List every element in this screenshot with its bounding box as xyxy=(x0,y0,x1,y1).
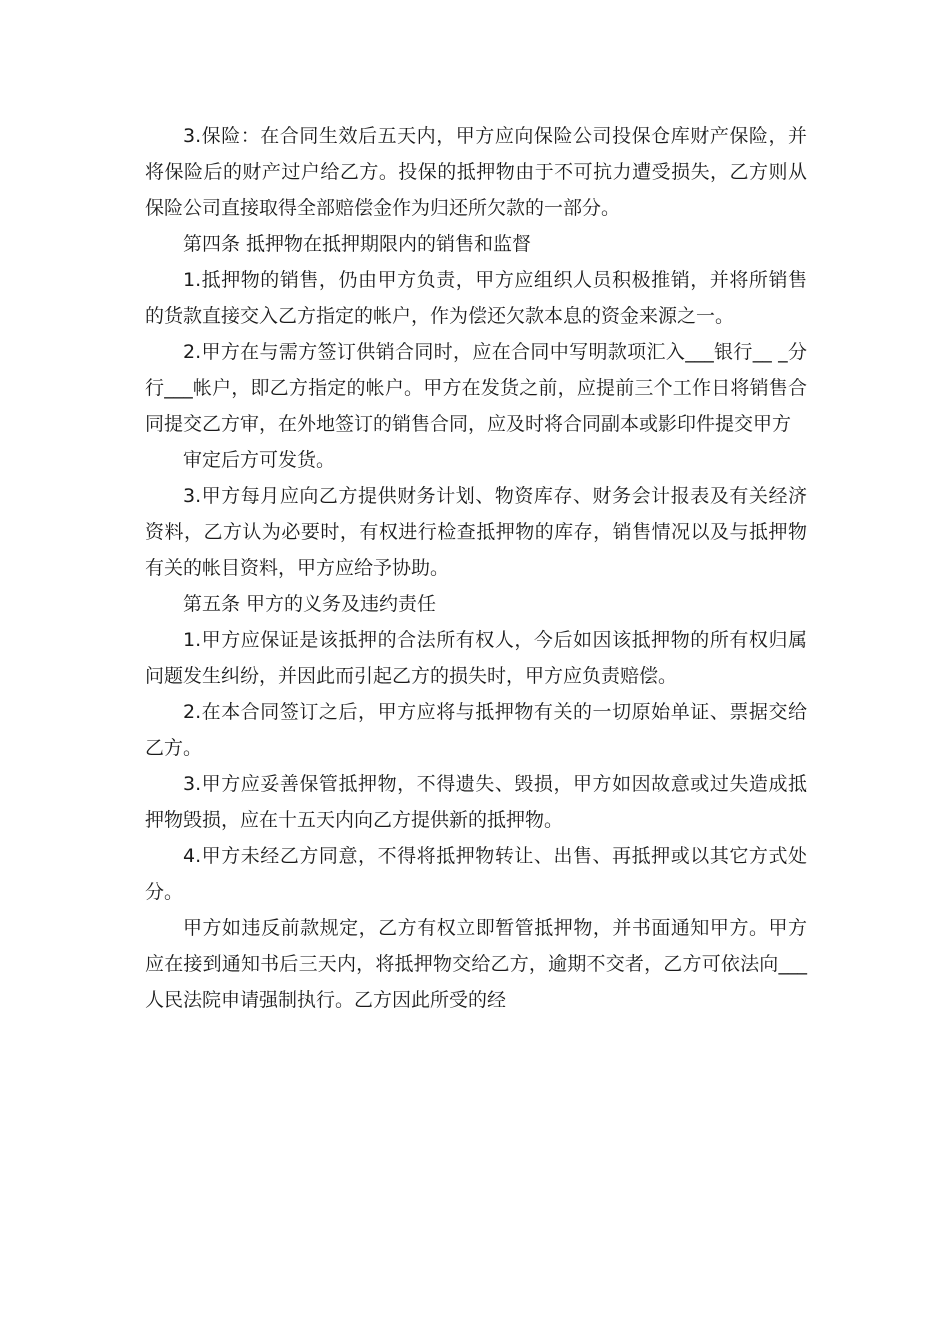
paragraph-safekeeping: 3.甲方应妥善保管抵押物，不得遗失、毁损，甲方如因故意或过失造成抵押物毁损，应在十五天内向乙方提供新的抵押物。 xyxy=(145,773,807,831)
paragraph-violation: 甲方如违反前款规定，乙方有权立即暂管抵押物，并书面通知甲方。甲方应在接到通知书后三天内，将抵押物交给乙方，逾期不交者，乙方可依法向___人民法院申请强制执行。乙方因此所受的经 xyxy=(145,917,807,1011)
paragraph-monthly-report: 3.甲方每月应向乙方提供财务计划、物资库存、财务会计报表及有关经济资料，乙方认为必要时，有权进行检查抵押物的库存，销售情况以及与抵押物有关的帐目资料，甲方应给予协助。 xyxy=(145,485,807,579)
paragraph-approval: 审定后方可发货。 xyxy=(183,449,336,471)
document-body xyxy=(145,118,807,1018)
paragraph-supply-contract: 2.甲方在与需方签订供销合同时，应在合同中写明款项汇入___银行__ _分行___帐户，即乙方指定的帐户。甲方在发货之前，应提前三个工作日将销售合同提交乙方审，在外地签订的销售合同，应及时将合同副本或影印件提交甲方 xyxy=(145,341,807,435)
article-4-heading: 第四条 抵押物在抵押期限内的销售和监督 xyxy=(183,233,532,255)
paragraph-sales: 1.抵押物的销售，仍由甲方负责，甲方应组织人员积极推销，并将所销售的货款直接交入乙方指定的帐户，作为偿还欠款本息的资金来源之一。 xyxy=(145,269,807,327)
paragraph-no-transfer: 4.甲方未经乙方同意，不得将抵押物转让、出售、再抵押或以其它方式处分。 xyxy=(145,845,807,903)
paragraph-insurance: 3.保险：在合同生效后五天内，甲方应向保险公司投保仓库财产保险，并将保险后的财产过户给乙方。投保的抵押物由于不可抗力遭受损失，乙方则从保险公司直接取得全部赔偿金作为归还所欠款的一部分。 xyxy=(145,125,807,219)
article-5-heading: 第五条 甲方的义务及违约责任 xyxy=(183,593,437,615)
paragraph-ownership: 1.甲方应保证是该抵押的合法所有权人，今后如因该抵押物的所有权归属问题发生纠纷，并因此而引起乙方的损失时，甲方应负责赔偿。 xyxy=(145,629,807,687)
paragraph-documents: 2.在本合同签订之后，甲方应将与抵押物有关的一切原始单证、票据交给乙方。 xyxy=(145,701,807,759)
